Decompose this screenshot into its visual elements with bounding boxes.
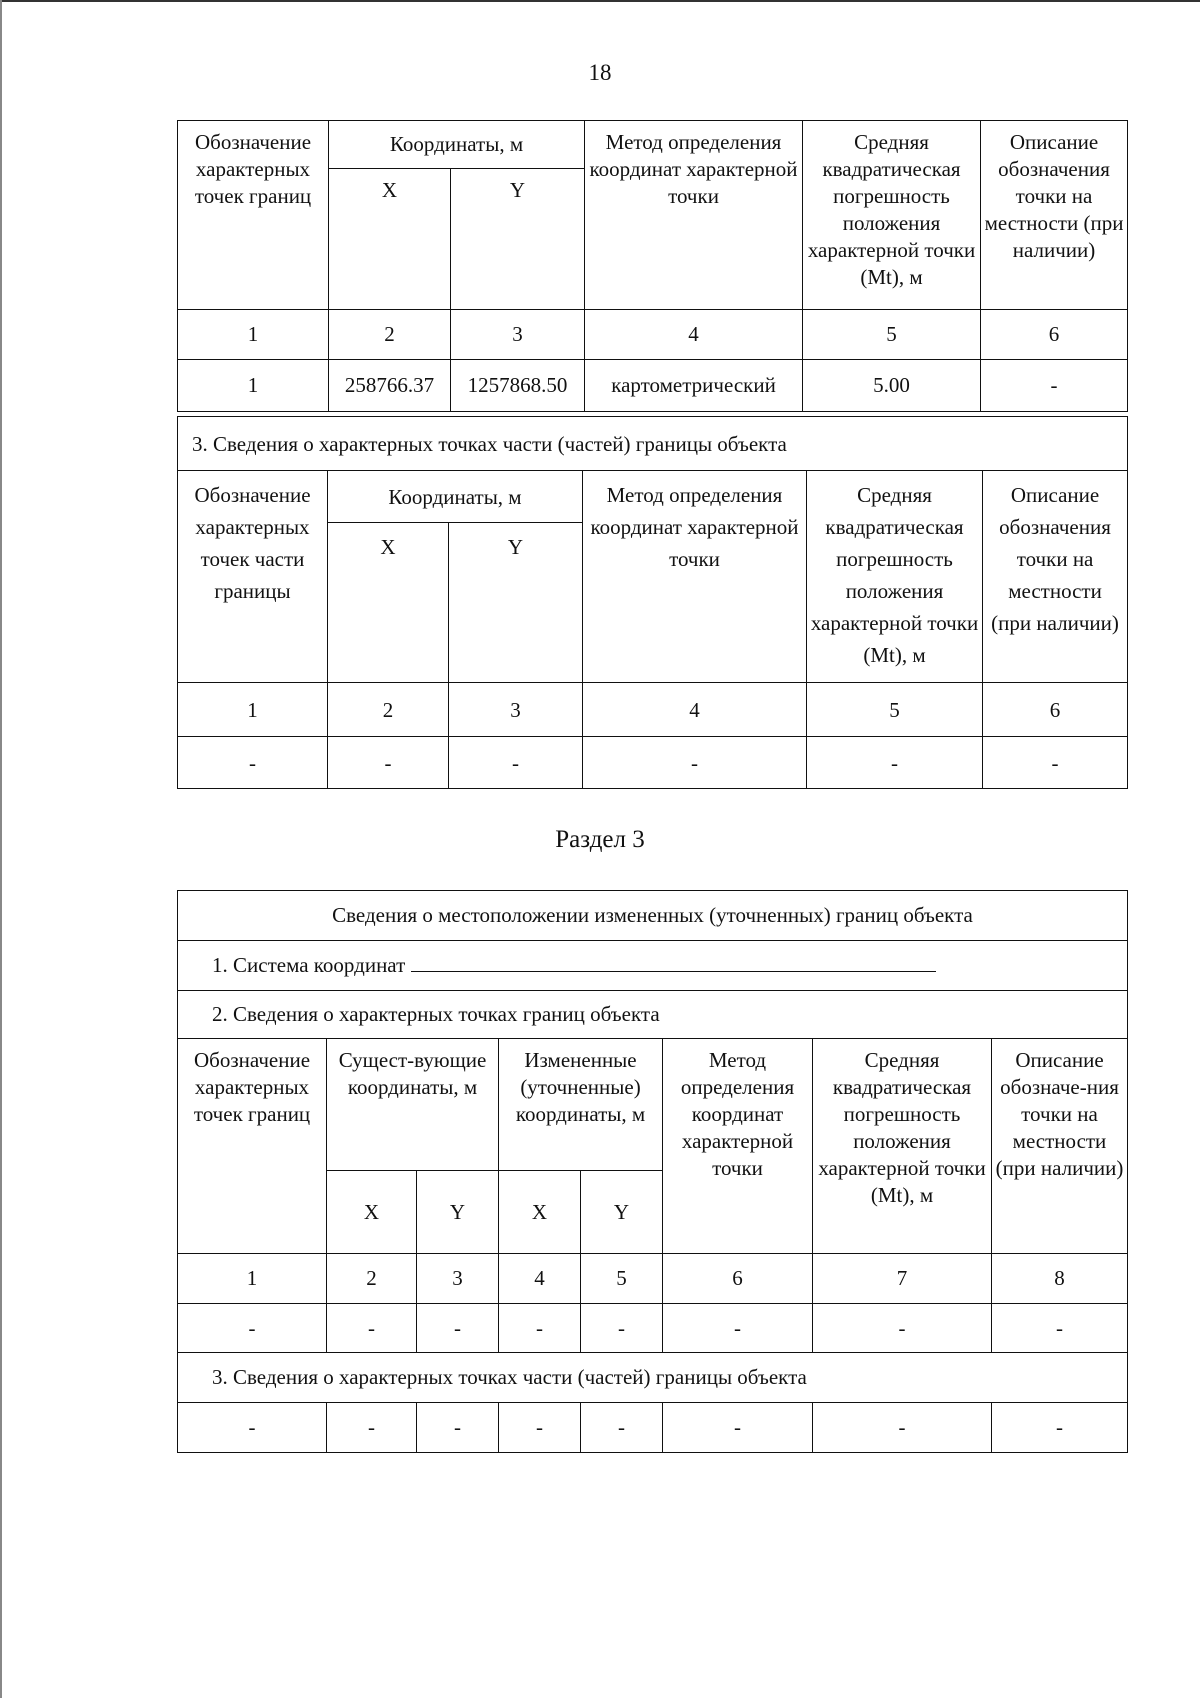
table-row — [178, 1403, 1128, 1453]
table-cell: - — [417, 1304, 499, 1353]
header-changed-coordinates: Измененные (уточненные) координаты, м — [499, 1039, 663, 1171]
header-existing-coordinates: Сущест-вующие координаты, м — [327, 1039, 499, 1171]
table-cell: - — [178, 1304, 327, 1353]
col-number: 3 — [449, 683, 583, 737]
table-cell: - — [327, 1304, 417, 1353]
header-rms-error: Средняя квадратическая погрешность положения характерной точки (Mt), м — [813, 1039, 992, 1254]
table-cell: - — [983, 737, 1128, 789]
header-designation: Обозначение характерных точек части границы — [178, 471, 328, 683]
col-number: 1 — [178, 1254, 327, 1304]
col-number: 2 — [327, 1254, 417, 1304]
coordinate-system-row — [178, 941, 1128, 991]
header-y-existing: Y — [417, 1171, 499, 1254]
column-number-row — [178, 310, 1128, 360]
header-rms-error: Средняя квадратическая погрешность положения характерной точки (Mt), м — [807, 471, 983, 683]
page-number: 18 — [588, 60, 612, 85]
col-number: 1 — [178, 683, 328, 737]
header-coordinates: Координаты, м — [328, 471, 583, 523]
table-cell: - — [328, 737, 449, 789]
description-value: - — [981, 360, 1128, 412]
col-number: 4 — [499, 1254, 581, 1304]
col-number: 4 — [583, 683, 807, 737]
table-cell: - — [583, 737, 807, 789]
table-cell: - — [813, 1304, 992, 1353]
header-description: Описание обозначения точки на местности (при наличии) — [983, 471, 1128, 683]
coordinate-system-label: 1. Система координат — [212, 953, 406, 977]
table-cell: - — [178, 1403, 327, 1453]
header-y-changed: Y — [581, 1171, 663, 1254]
header-coordinates: Координаты, м — [329, 121, 585, 169]
col-number: 6 — [981, 310, 1128, 360]
col-number: 5 — [807, 683, 983, 737]
section-heading: Раздел 3 — [555, 826, 645, 853]
header-designation: Обозначение характерных точек границ — [178, 121, 329, 310]
column-number-row — [178, 683, 1128, 737]
method-value: картометрический — [585, 360, 803, 412]
coordinate-x: 258766.37 — [329, 360, 451, 412]
table-cell: - — [449, 737, 583, 789]
header-description: Описание обозначе-ния точки на местности (при наличии) — [992, 1039, 1128, 1254]
table-cell: - — [499, 1403, 581, 1453]
part-points-title: 3. Сведения о характерных точках части (частей) границы объекта — [178, 1353, 1128, 1403]
column-number-row — [178, 1254, 1128, 1304]
table-cell: - — [663, 1403, 813, 1453]
table-cell: - — [178, 737, 328, 789]
col-number: 2 — [328, 683, 449, 737]
col-number: 4 — [585, 310, 803, 360]
section3-title: Сведения о местоположении измененных (уточненных) границ объекта — [178, 891, 1128, 941]
table-cell: - — [992, 1403, 1128, 1453]
header-x-existing: X — [327, 1171, 417, 1254]
col-number: 5 — [581, 1254, 663, 1304]
header-description: Описание обозначения точки на местности (при наличии) — [981, 121, 1128, 310]
table-cell: - — [499, 1304, 581, 1353]
header-designation: Обозначение характерных точек границ — [178, 1039, 327, 1254]
header-x: X — [328, 523, 449, 683]
table-cell: - — [813, 1403, 992, 1453]
point-designation: 1 — [178, 360, 329, 412]
part-boundary-points-table — [177, 416, 1128, 789]
table-row — [178, 360, 1128, 412]
col-number: 3 — [451, 310, 585, 360]
header-x-changed: X — [499, 1171, 581, 1254]
boundary-points-title: 2. Сведения о характерных точках границ объекта — [178, 991, 1128, 1039]
table-cell: - — [327, 1403, 417, 1453]
rms-error-value: 5.00 — [803, 360, 981, 412]
col-number: 6 — [663, 1254, 813, 1304]
header-method: Метод определения координат характерной точки — [585, 121, 803, 310]
coordinate-y: 1257868.50 — [451, 360, 585, 412]
table-cell: - — [417, 1403, 499, 1453]
col-number: 8 — [992, 1254, 1128, 1304]
table-cell: - — [807, 737, 983, 789]
changed-boundaries-table — [177, 890, 1128, 1453]
header-x: X — [329, 169, 451, 310]
col-number: 1 — [178, 310, 329, 360]
table-cell: - — [992, 1304, 1128, 1353]
col-number: 5 — [803, 310, 981, 360]
table-cell: - — [663, 1304, 813, 1353]
col-number: 2 — [329, 310, 451, 360]
col-number: 3 — [417, 1254, 499, 1304]
coordinate-system-blank — [411, 953, 936, 972]
table-cell: - — [581, 1403, 663, 1453]
header-method: Метод определения координат характерной точки — [663, 1039, 813, 1254]
col-number: 7 — [813, 1254, 992, 1304]
scan-edge-top — [0, 0, 1200, 2]
table-cell: - — [581, 1304, 663, 1353]
header-rms-error: Средняя квадратическая погрешность положения характерной точки (Mt), м — [803, 121, 981, 310]
table-row — [178, 737, 1128, 789]
part-section-title: 3. Сведения о характерных точках части (частей) границы объекта — [178, 417, 1128, 471]
boundary-points-table — [177, 120, 1128, 412]
header-method: Метод определения координат характерной точки — [583, 471, 807, 683]
col-number: 6 — [983, 683, 1128, 737]
table-row — [178, 1304, 1128, 1353]
header-y: Y — [451, 169, 585, 310]
header-y: Y — [449, 523, 583, 683]
